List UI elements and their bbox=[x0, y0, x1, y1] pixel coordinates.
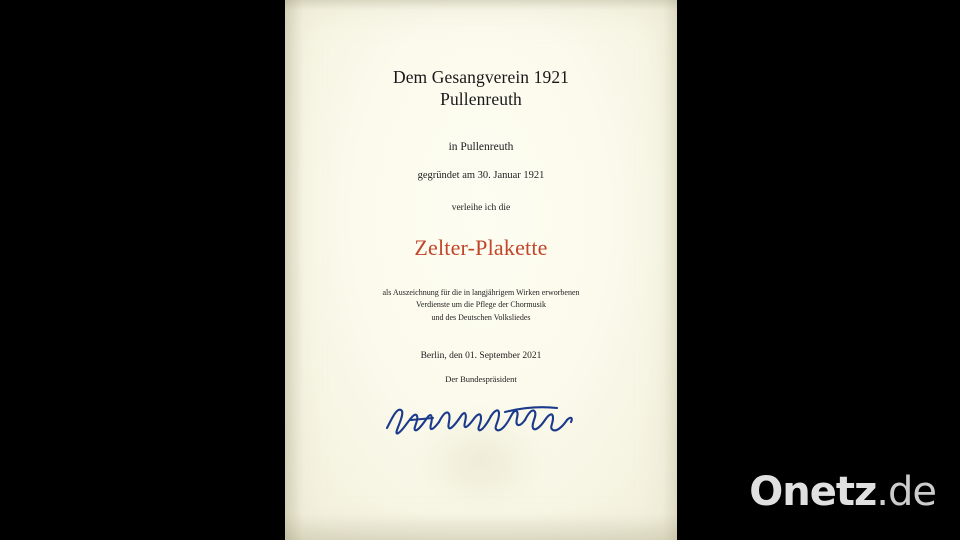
paper-edge-shading-bottom bbox=[285, 514, 677, 540]
citation-text bbox=[285, 287, 677, 324]
signature-block bbox=[285, 394, 677, 446]
site-watermark-logo bbox=[749, 469, 936, 515]
watermark-brand-suffix: .de bbox=[876, 469, 936, 515]
certificate-content bbox=[285, 0, 677, 446]
place-and-date: Berlin, den 01. September 2021 bbox=[420, 350, 542, 361]
award-lead-text: verleihe ich die bbox=[451, 202, 511, 213]
recipient-location: in Pullenreuth bbox=[448, 140, 514, 153]
certificate-document bbox=[285, 0, 677, 540]
citation-line-1: als Auszeichnung für die in langjährigem Wirken erworbenen bbox=[382, 287, 580, 297]
handwritten-signature-icon bbox=[381, 394, 581, 444]
recipient-heading bbox=[285, 66, 677, 111]
recipient-name-line2: Pullenreuth bbox=[440, 89, 522, 110]
award-title: Zelter-Plakette bbox=[414, 234, 548, 260]
citation-line-2: Verdienste um die Pflege der Chormusik bbox=[416, 300, 546, 310]
founding-date: gegründet am 30. Januar 1921 bbox=[417, 169, 545, 181]
citation-line-3: und des Deutschen Volksliedes bbox=[431, 312, 531, 322]
recipient-name-line1: Dem Gesangverein 1921 bbox=[392, 67, 570, 87]
signer-title: Der Bundespräsident bbox=[445, 373, 517, 384]
watermark-brand-name: Onetz bbox=[749, 469, 877, 515]
